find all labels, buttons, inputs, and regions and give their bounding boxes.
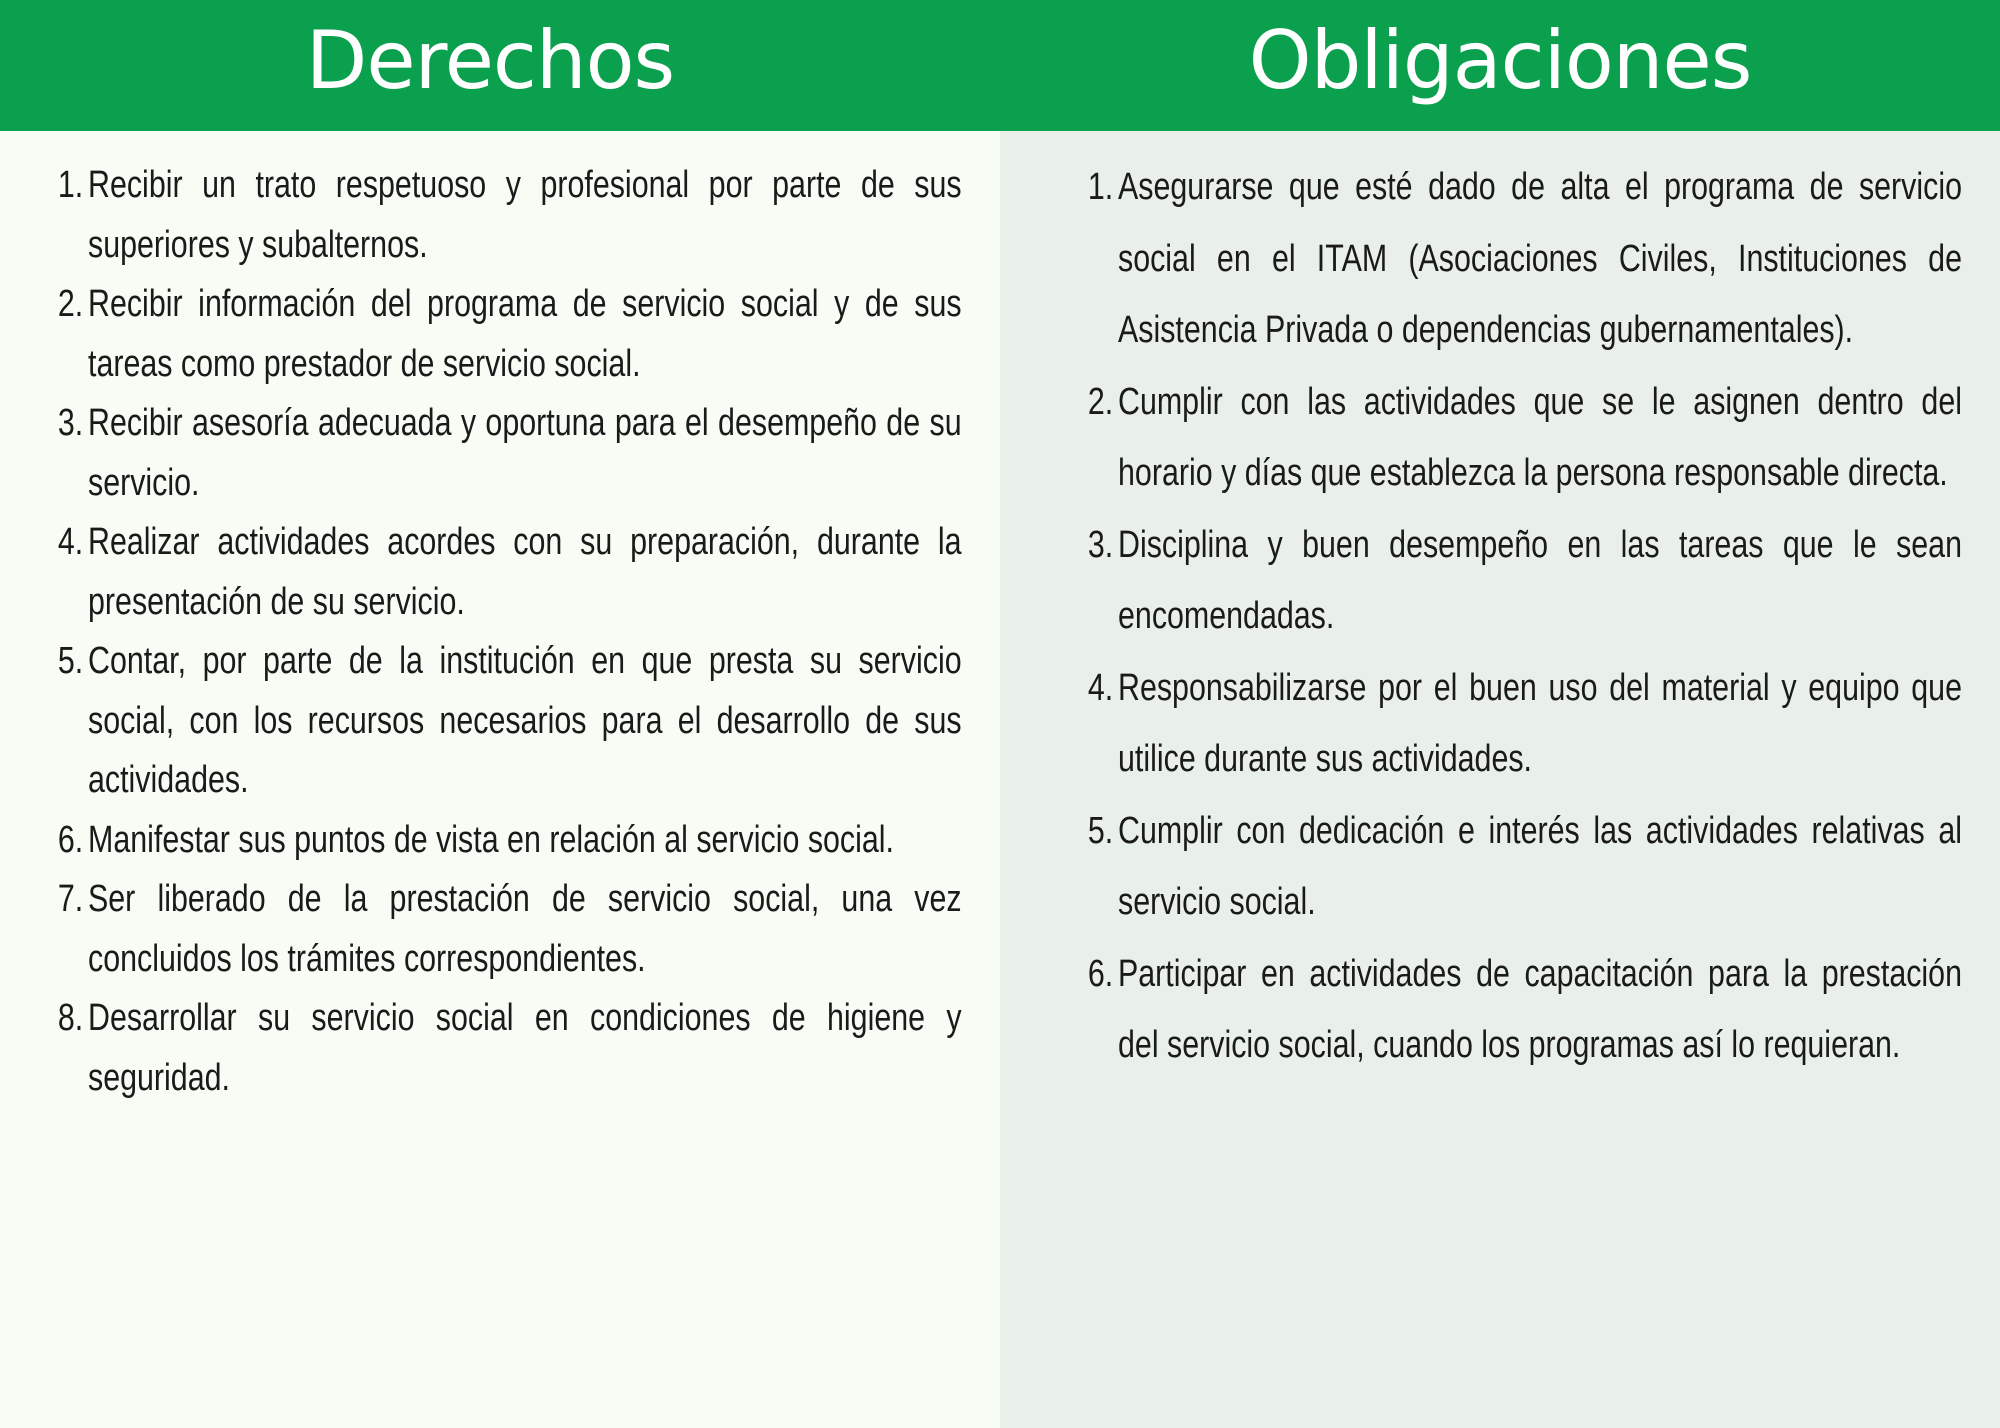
item-text: Disciplina y buen desempeño en las tareas que le sean encomendadas.: [1118, 523, 1962, 637]
item-number: 6.: [1087, 952, 1114, 995]
item-text: Manifestar sus puntos de vista en relación al servicio social.: [88, 818, 894, 861]
item-number: 5.: [1087, 809, 1114, 852]
item-text: Realizar actividades acordes con su preparación, durante la presentación de su servicio.: [88, 521, 962, 623]
item-number: 3.: [1087, 523, 1114, 566]
list-item: [1087, 152, 1962, 367]
item-number: 4.: [1087, 666, 1114, 709]
derechos-column: [0, 131, 1000, 1428]
list-item: [57, 394, 962, 513]
item-number: 1.: [1087, 166, 1114, 208]
item-text: Recibir un trato respetuoso y profesional por parte de sus superiores y subalternos.: [88, 164, 962, 266]
obligaciones-title: Obligaciones: [1248, 14, 1752, 107]
obligaciones-list: [1087, 152, 1962, 1082]
item-number: 6.: [57, 818, 84, 861]
item-text: Cumplir con dedicación e interés las actividades relativas al servicio social.: [1118, 809, 1962, 923]
item-text: Desarrollar su servicio social en condiciones de higiene y seguridad.: [88, 997, 962, 1099]
item-text: Recibir información del programa de servicio social y de sus tareas como prestador de servicio social.: [88, 283, 962, 385]
item-text: Asegurarse que esté dado de alta el programa de servicio social en el ITAM (Asociaciones Civiles, Instituciones de Asistencia Privada o dependencias gubernamentales).: [1118, 166, 1962, 351]
list-item: [57, 513, 962, 632]
header-bar: [0, 0, 2000, 131]
list-item: [1087, 367, 1962, 510]
item-number: 2.: [1087, 380, 1114, 423]
list-item: [57, 156, 962, 275]
list-item: [57, 989, 962, 1108]
item-text: Contar, por parte de la institución en que presta su servicio social, con los recursos necesarios para el desarrollo de sus actividades.: [88, 640, 962, 801]
item-number: 5.: [57, 640, 84, 682]
derechos-list: [57, 156, 962, 1108]
item-text: Responsabilizarse por el buen uso del material y equipo que utilice durante sus actividades.: [1118, 666, 1962, 780]
item-text: Ser liberado de la prestación de servicio social, una vez concluidos los trámites correspondientes.: [88, 878, 962, 980]
item-number: 3.: [57, 402, 84, 444]
item-number: 2.: [57, 283, 84, 325]
item-number: 7.: [57, 878, 84, 920]
list-item: [1087, 653, 1962, 796]
item-text: Cumplir con las actividades que se le asignen dentro del horario y días que establezca la persona responsable directa.: [1118, 380, 1962, 494]
list-item: [1087, 939, 1962, 1082]
list-item: [57, 811, 962, 871]
item-text: Participar en actividades de capacitación para la prestación del servicio social, cuando los programas así lo requieran.: [1118, 952, 1962, 1066]
item-text: Recibir asesoría adecuada y oportuna para el desempeño de su servicio.: [88, 402, 962, 504]
item-number: 1.: [57, 164, 84, 206]
list-item: [57, 870, 962, 989]
item-number: 4.: [57, 521, 84, 563]
list-item: [1087, 510, 1962, 653]
list-item: [57, 275, 962, 394]
item-number: 8.: [57, 997, 84, 1039]
list-item: [1087, 796, 1962, 939]
obligaciones-column: [1000, 131, 2000, 1428]
derechos-title: Derechos: [305, 14, 675, 107]
list-item: [57, 632, 962, 811]
